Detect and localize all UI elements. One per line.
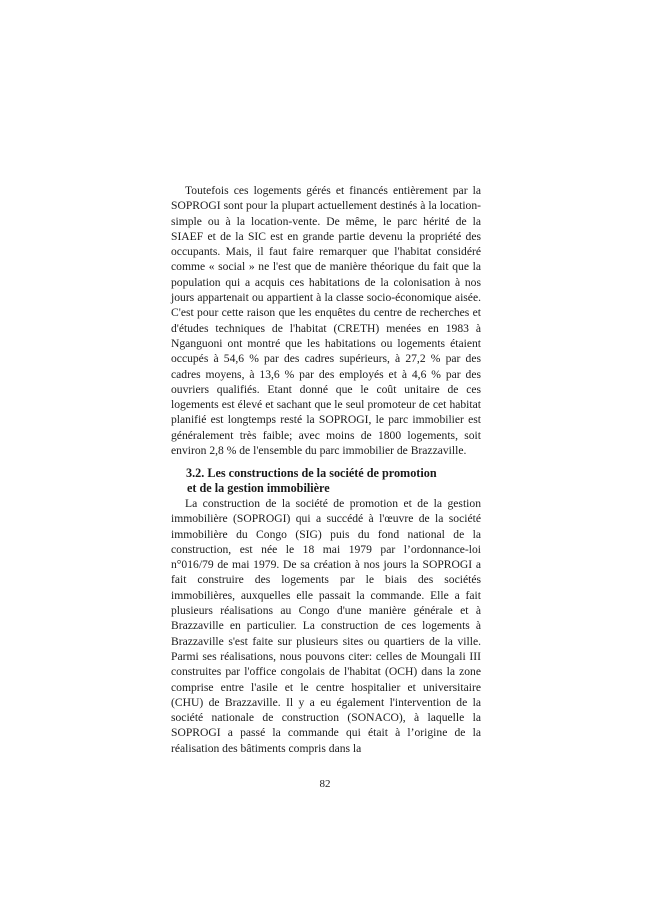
section-heading-line-2: et de la gestion immobilière xyxy=(187,481,330,495)
section-heading xyxy=(186,466,486,496)
paragraph-soprogi xyxy=(171,496,481,756)
paragraph-text: La construction de la société de promotion et de la gestion immobilière (SOPROGI) qui a succédé à l'œuvre de la société immobilière du Congo (SIG) puis du fond national de la construction, est née le 18 mai 1979 par l’ordonnance-loi n°016/79 de mai 1979. De sa création à nos jours la SOPROGI a fait construire des logements par le biais des sociétés immobilières, auxquelles elle passait la commande. Elle a fait plusieurs réalisations au Congo d'une manière générale et à Brazzaville en particulier. La construction de ces logements à Brazzaville s'est faite sur plusieurs sites ou quartiers de la ville. Parmi ses réalisations, nous pouvons citer: celles de Moungali III construites par l'office congolais de l'habitat (OCH) dans la zone comprise entre l'asile et le centre hospitalier et universitaire (CHU) de Brazzaville. Il y a eu également l'intervention de la société nationale de construction (SONACO), à laquelle la SOPROGI a passé la commande qui était à l’origine de la réalisation des bâtiments compris dans la xyxy=(171,497,481,755)
paragraph-habitat-social xyxy=(171,183,481,458)
paragraph-text: Toutefois ces logements gérés et financés entièrement par la SOPROGI sont pour la plupart actuellement destinés à la location-simple ou à la location-vente. De même, le parc hérité de la SIAEF et de la SIC est en grande partie devenu la propriété des occupants. Mais, il faut faire remarquer que l'habitat considéré comme « social » ne l'est que de manière théorique du fait que la population qui a acquis ces habitations de la colonisation à nos jours appartenait ou appartient à la classe socio-économique aisée. C'est pour cette raison que les enquêtes du centre de recherches et d'études techniques de l'habitat (CRETH) menées en 1983 à Nganguoni ont montré que les habitations ou logements étaient occupés à 54,6 % par des cadres supérieurs, à 27,2 % par des cadres moyens, à 13,6 % par des employés et à 4,6 % par des ouvriers qualifiés. Etant donné que le coût unitaire de ces logements est élevé et sachant que le seul promoteur de cet habitat planifié est longtemps resté la SOPROGI, le parc immobilier est généralement très faible; avec moins de 1800 logements, soit environ 2,8 % de l'ensemble du parc immobilier de Brazzaville. xyxy=(171,184,481,458)
section-heading-line-1: 3.2. Les constructions de la société de promotion xyxy=(186,466,437,480)
page-number: 82 xyxy=(319,778,331,790)
